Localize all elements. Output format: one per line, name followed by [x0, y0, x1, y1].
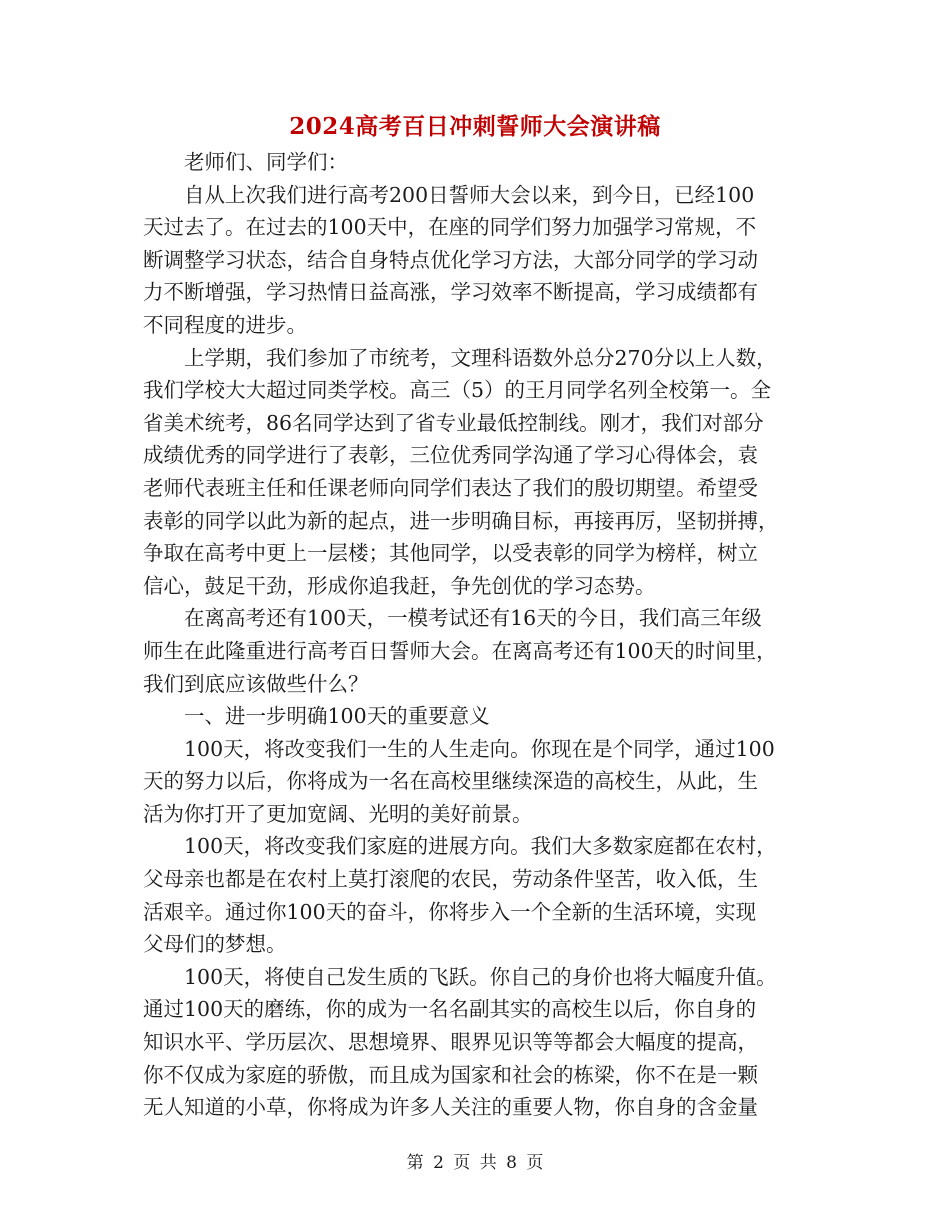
paragraph-greeting: 老师们、同学们： — [184, 150, 348, 174]
paragraph-1: 自从上次我们进行高考200日誓师大会以来，到今日，已经100 天过去了。在过去的100天中，在座的同学们努力加强学习常规，不 断调整学习状态，结合自身特点优化学习方法，大部分同学的学习动 力不断增强，学习热情日益高涨，学习效率不断提高，学习成绩都有 不同程度的进步。 — [143, 182, 758, 337]
paragraph-3: 在离高考还有100天，一模考试还有16天的今日，我们高三年级 师生在此隆重进行高考百日誓师大会。在离高考还有100天的时间里， 我们到底应该做些什么？ — [143, 606, 777, 696]
paragraph-4: 100天，将改变我们一生的人生走向。你现在是个同学，通过100 天的努力以后，你将成为一名在高校里继续深造的高校生，从此，生 活为你打开了更加宽阔、光明的美好前景。 — [143, 736, 775, 826]
paragraph-6: 100天，将使自己发生质的飞跃。你自己的身价也将大幅度升值。 通过100天的磨练，你的成为一名名副其实的高校生以后，你自身的 知识水平、学历层次、思想境界、眼界见识等等都会大幅度的提高， 你不仅成为家庭的骄傲，而且成为国家和社会的栋梁，你不在是一颗 无人知道的小草，你将成为许多人关注的重要人物，你自身的含金量 — [143, 964, 777, 1120]
document-title: 2024高考百日冲刺誓师大会演讲稿 — [289, 113, 661, 140]
section-heading-1: 一、进一步明确100天的重要意义 — [184, 704, 490, 729]
paragraph-2: 上学期，我们参加了市统考，文理科语数外总分270分以上人数， 我们学校大大超过同类学校。高三（5）的王月同学名列全校第一。全 省美术统考，86名同学达到了省专业最低控制线。刚才，我们对部分 成绩优秀的同学进行了表彰，三位优秀同学沟通了学习心得体会，袁 老师代表班主任和任课老师向同学们表达了我们的殷切期望。希望受 表彰的同学以此为新的起点，进一步明确目标，再接再厉，坚韧拼搏， 争取在高考中更上一层楼；其他同学，以受表彰的同学为榜样，树立 信心，鼓足干劲，形成你追我赶，争先创优的学习态势。 — [143, 345, 779, 598]
paragraph-5: 100天，将改变我们家庭的进展方向。我们大多数家庭都在农村， 父母亲也都是在农村上莫打滚爬的农民，劳动条件坚苦，收入低，生 活艰辛。通过你100天的奋斗，你将步入一个全新的生活环境，实现 父母们的梦想。 — [143, 834, 777, 957]
page-footer: 第 2 页 共 8 页 — [406, 1153, 544, 1173]
document-body — [143, 146, 807, 1124]
